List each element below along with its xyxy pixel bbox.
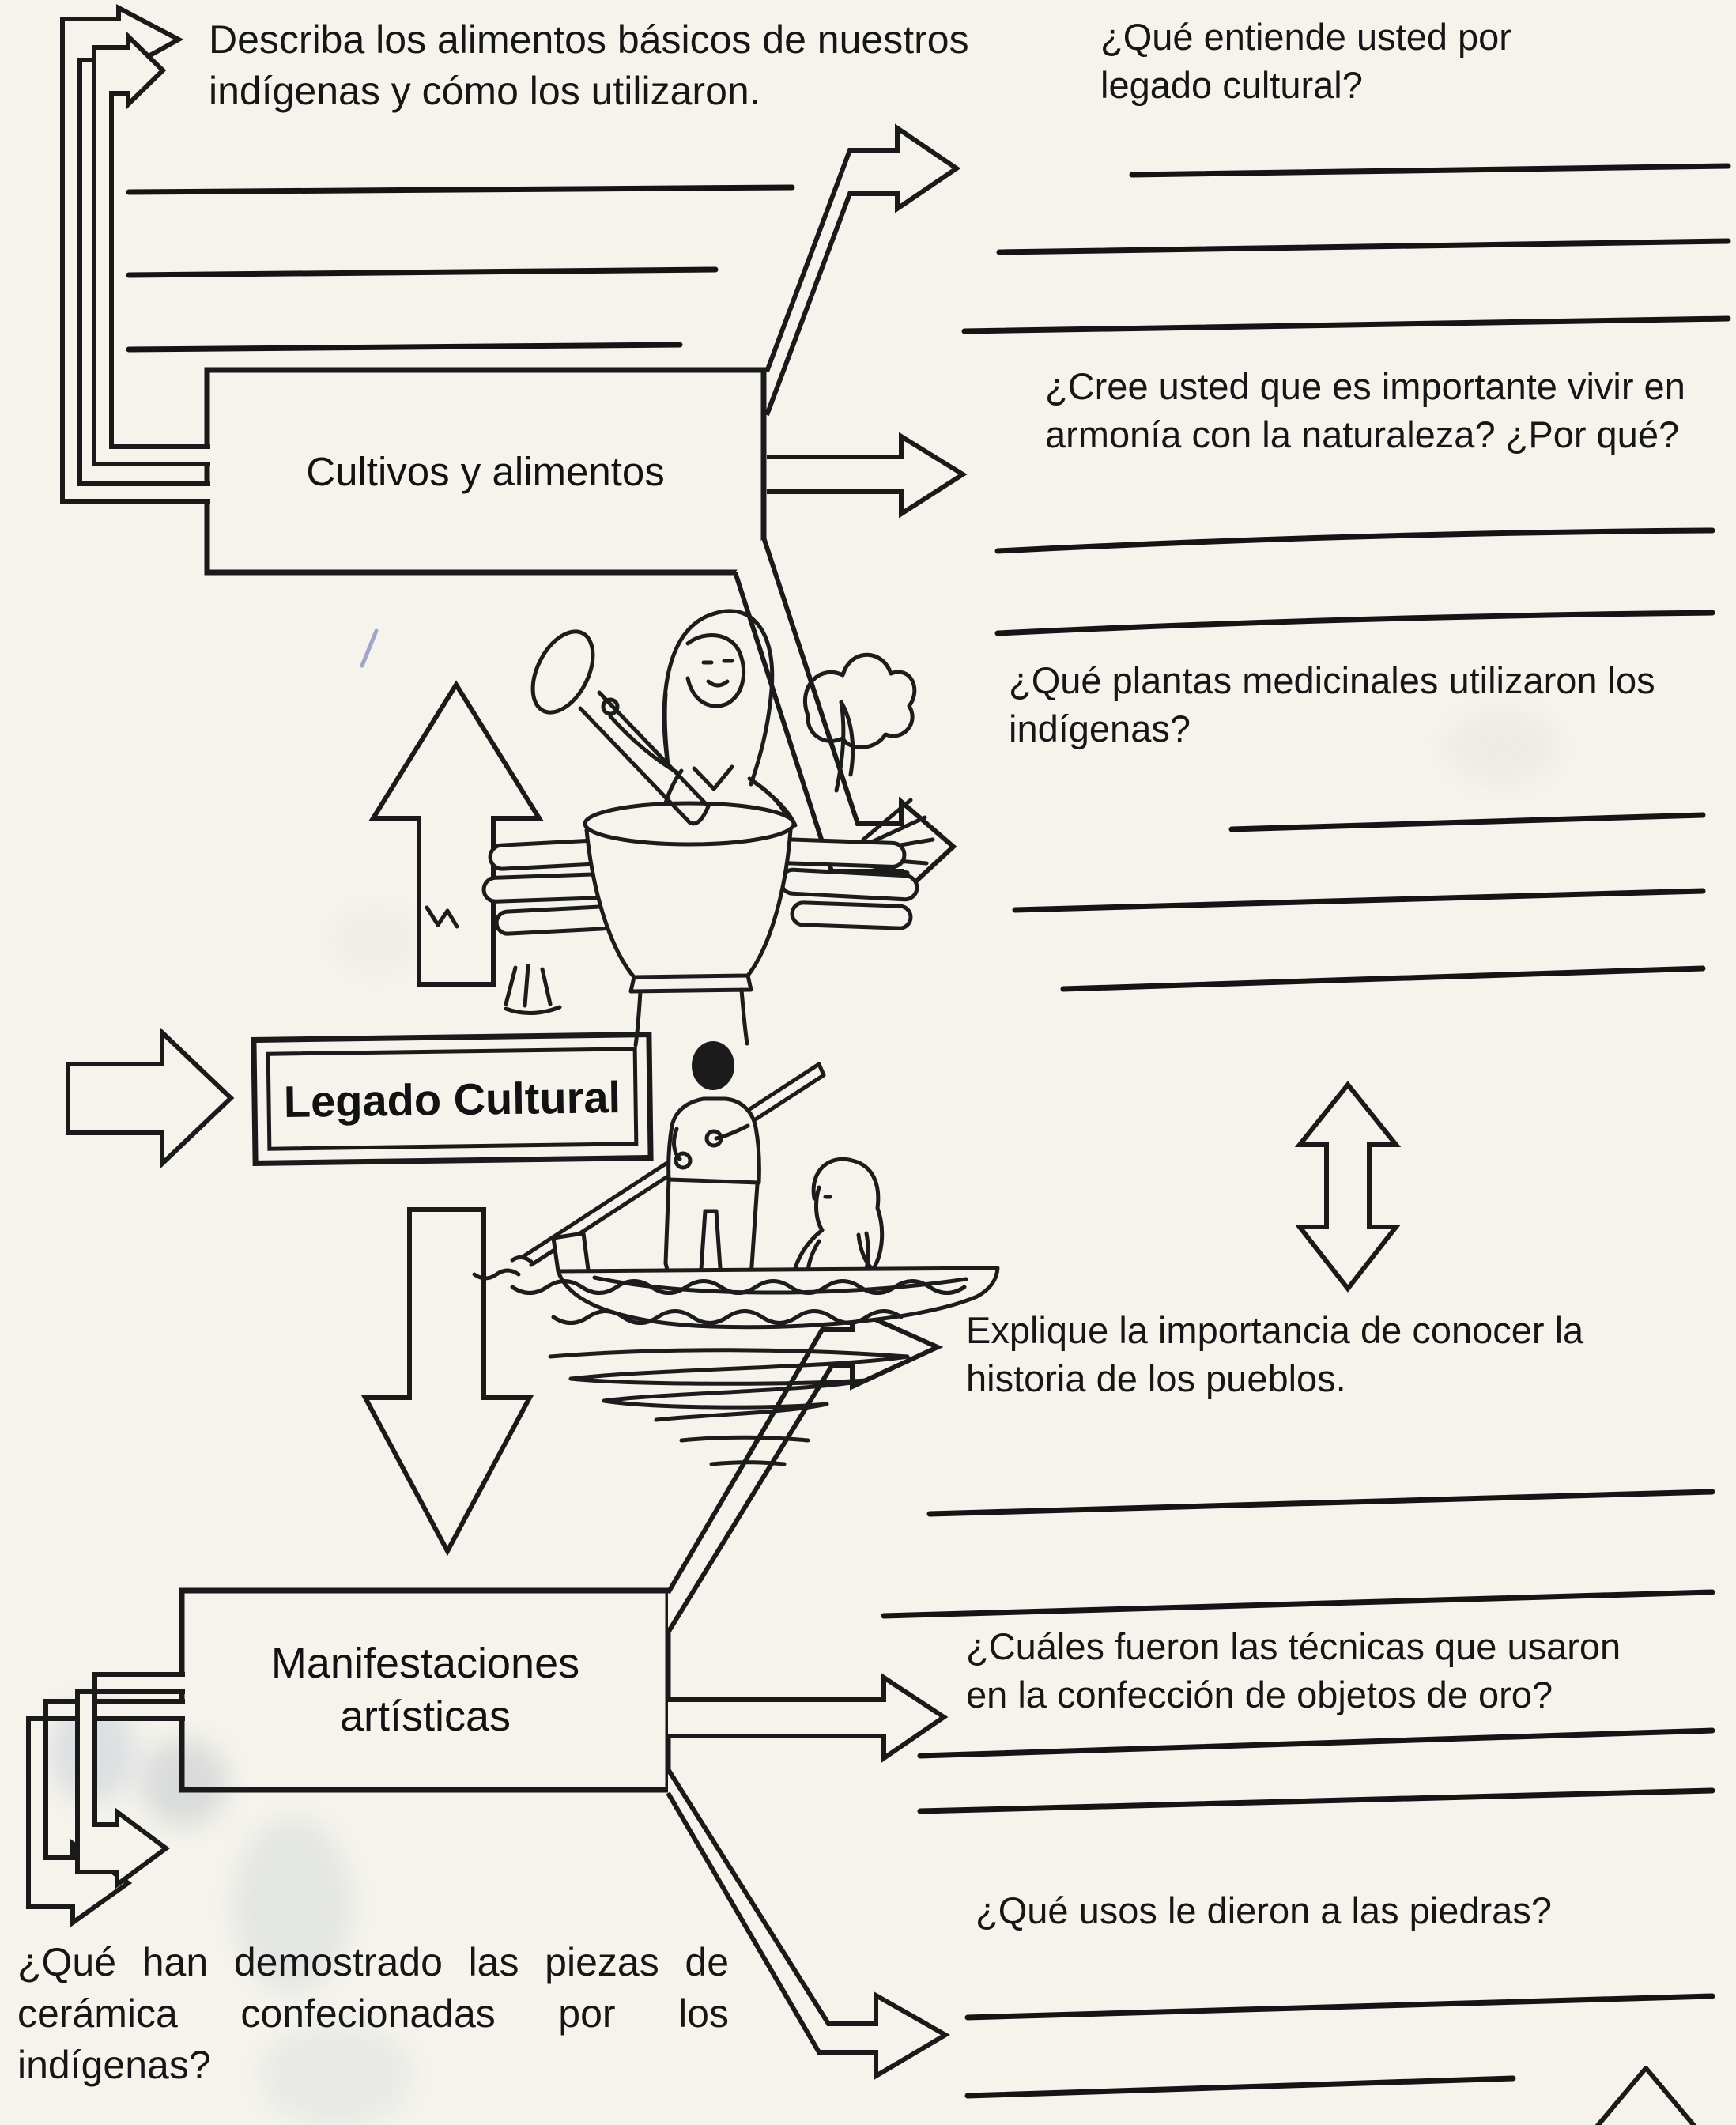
pestle-head <box>521 621 606 722</box>
question-piedras: ¿Qué usos le dieron a las piedras? <box>976 1889 1552 1931</box>
down-arrow <box>365 1210 530 1551</box>
answer-line <box>129 270 715 275</box>
question-armonia: ¿Cree usted que es importante vivir en armonía con la naturaleza? ¿Por qué? <box>1045 365 1685 456</box>
corner-arrow-tip <box>1597 2068 1695 2125</box>
answer-lines-alimentos <box>129 187 792 349</box>
answer-line <box>1132 166 1728 175</box>
answer-lines-historia <box>884 1492 1712 1616</box>
question-ceramica: ¿Qué han demostrado las piezas de cerámica confecionadas por los indígenas? <box>17 1940 729 2087</box>
cultivos-box-label: Cultivos y alimentos <box>306 448 665 494</box>
answer-line <box>968 1996 1712 2017</box>
manifestaciones-box-label: Manifestaciones artísticas <box>270 1639 580 1740</box>
question-oro: ¿Cuáles fueron las técnicas que usaron en la confección de objetos de oro? <box>966 1625 1621 1716</box>
stick <box>780 870 917 900</box>
answer-line <box>129 345 680 349</box>
question-historia: Explique la importancia de conocer la historia de los pueblos. <box>966 1309 1584 1400</box>
answer-line <box>964 319 1728 331</box>
man-shirt <box>669 1099 760 1183</box>
answer-line <box>930 1492 1712 1514</box>
answer-lines-piedras <box>968 1996 1712 2096</box>
answer-line <box>129 187 792 192</box>
answer-line <box>920 1791 1712 1811</box>
bent-arrow-to-describa-inner <box>94 36 210 464</box>
question-alimentos: Describa los alimentos básicos de nuestros indígenas y cómo los utilizaron. <box>209 17 969 113</box>
answer-line <box>1063 968 1703 989</box>
stick <box>484 874 611 902</box>
arrow-to-armonia-question <box>767 436 963 514</box>
canoe-prow <box>553 1233 588 1271</box>
answer-line <box>884 1592 1712 1616</box>
woman-smile <box>708 681 727 685</box>
legado-cultural-box-label: Legado Cultural <box>283 1071 621 1127</box>
pen-mark <box>362 631 376 666</box>
question-legado: ¿Qué entiende usted por legado cultural? <box>1100 16 1511 107</box>
grass <box>506 966 560 1013</box>
stick <box>496 906 613 934</box>
answer-line <box>1232 815 1703 829</box>
woman-eyes <box>704 661 732 662</box>
answer-lines-oro <box>920 1731 1712 1811</box>
bent-arrow-to-ceramica-outer <box>28 1701 185 1923</box>
answer-line <box>999 241 1728 252</box>
arrow-to-legado-question <box>767 128 957 415</box>
answer-line <box>1015 891 1703 910</box>
answer-lines-armonia <box>998 530 1712 633</box>
seated-woman-hair <box>813 1159 882 1270</box>
answer-line <box>920 1731 1712 1756</box>
answer-line <box>998 613 1712 633</box>
answer-lines-plantas <box>1015 815 1703 989</box>
answer-lines-legado <box>964 166 1728 331</box>
stick <box>792 902 911 928</box>
man-trousers <box>666 1180 757 1282</box>
entry-arrow <box>68 1032 231 1164</box>
woman-face <box>688 636 744 707</box>
arrow-to-oro-question <box>668 1678 944 1758</box>
seated-woman-face <box>817 1187 830 1230</box>
answer-line <box>968 2078 1513 2096</box>
question-plantas: ¿Qué plantas medicinales utilizaron los indígenas? <box>1009 659 1655 750</box>
mortar-body <box>587 830 791 977</box>
up-arrow <box>373 685 539 984</box>
man-hair <box>692 1041 734 1090</box>
double-vertical-arrow <box>1300 1085 1396 1289</box>
answer-line <box>998 530 1712 551</box>
